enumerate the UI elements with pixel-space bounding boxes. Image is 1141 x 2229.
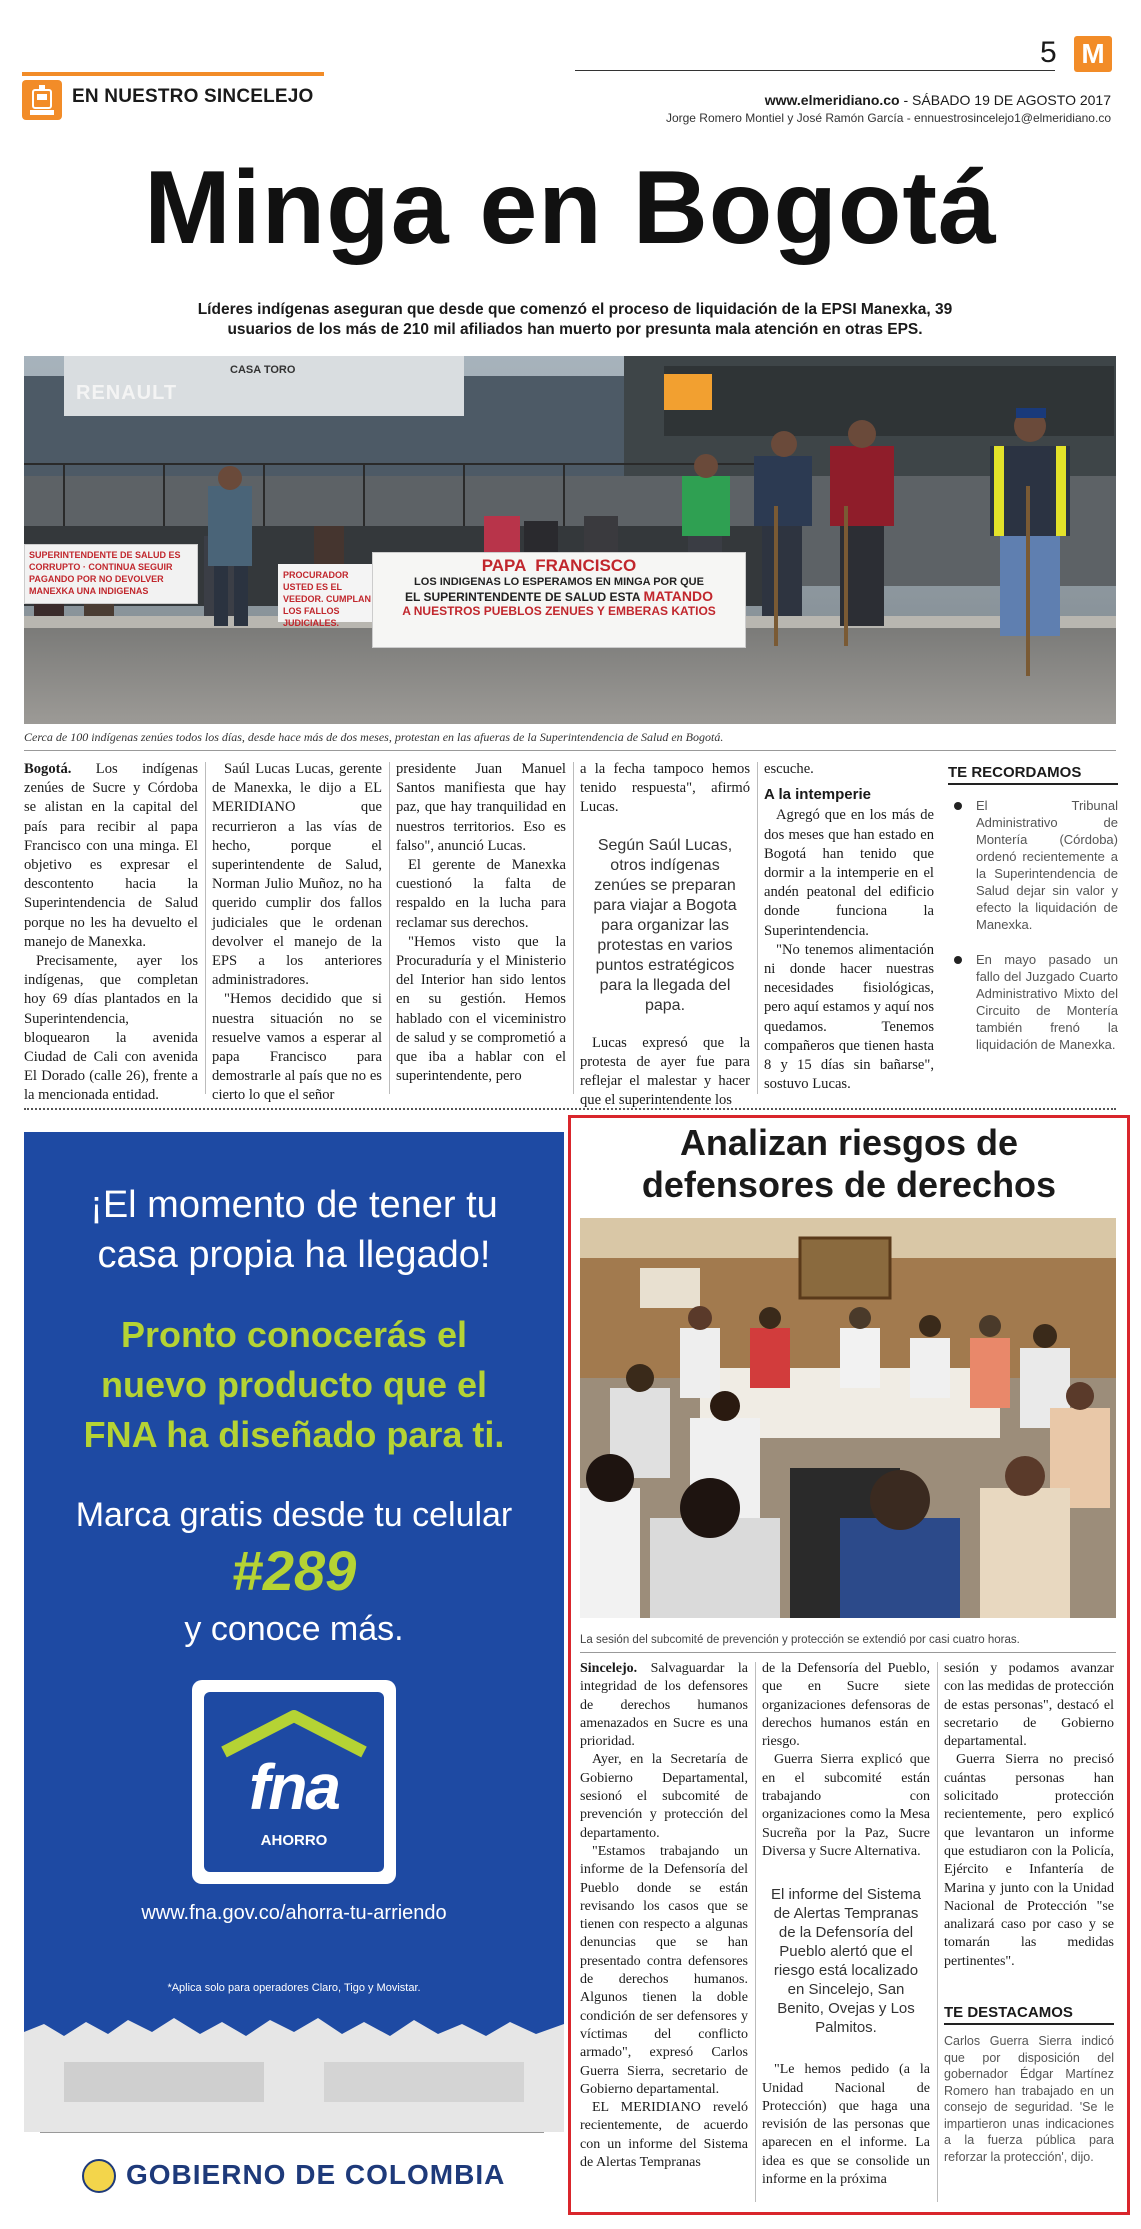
main-col5-p3: "No tenemos alimentación ni donde hacer nuestras necesidades fisiológicas, pero aquí estamos y aquí nos quedamos. Tenemos compañeros que tienen hasta 8 y 15 días sin bañarse", sostuvo Lucas.: [764, 941, 934, 1093]
main-col2-p2: "Hemos decidido que si nuestra situación no se resuelve vamos a esperar al papa Francisco para demostrarle al país que no es cierto lo que el señor: [212, 991, 382, 1104]
main-col5-p1: escuche.: [764, 761, 814, 777]
sidebar-item: [948, 951, 1118, 1053]
main-col4-p1: a la fecha tampoco hemos tenido respuesta", afirmó Lucas.: [580, 761, 750, 816]
second-col1-p4: EL MERIDIANO reveló recientemente, de acuerdo con un informe del Sistema de Alertas Tempranas: [580, 2100, 748, 2171]
banner-main-line1: LOS INDIGENAS LO ESPERAMOS EN MINGA POR QUE: [414, 576, 704, 588]
banner-main-line2a: EL SUPERINTENDENTE DE SALUD ESTA: [405, 590, 644, 604]
newspaper-logo: [1074, 36, 1112, 72]
main-col2-p1: Saúl Lucas Lucas, gerente de Manexka, le dijo a EL MERIDIANO que recurrieron a las vías de hecho, porque el superintendente de Salud, Norman Julio Muñoz, no ha querido cumplir dos fallos judiciales que le ordenan devolver el manejo de la EPS a los anteriores administradores.: [212, 761, 382, 989]
header-rule: [575, 70, 1055, 71]
ad-call-text: Marca gratis desde tu celular: [75, 1496, 513, 1534]
gov-footer-text: GOBIERNO DE COLOMBIA: [126, 2159, 506, 2190]
fna-advertisement[interactable]: [24, 1132, 564, 2132]
col-divider: [389, 762, 390, 1094]
dateline: [765, 92, 1111, 108]
author-line: Jorge Romero Montiel y José Ramón García - ennuestrosincelejo1@elmeridiano.co: [665, 111, 1111, 125]
protest-photo: [24, 356, 1116, 724]
main-pullquote: Según Saúl Lucas, otros indígenas zenúes se preparan para viajar a Bogota para organizar las protestas en varios puntos estratégicos para la llegada del papa.: [593, 836, 737, 1014]
ad-disclaimer: *Aplica solo para operadores Claro, Tigo y Movistar.: [167, 1982, 421, 1994]
ad-product-text: Pronto conocerás el nuevo producto que el FNA ha diseñado para ti.: [83, 1314, 505, 1455]
section-name: EN NUESTRO SINCELEJO: [72, 86, 314, 107]
second-col1-p3: "Estamos trabajando un informe de la Defensoría del Pueblo donde se están revisando los casos que se tienen con respecto a algunas denuncias que se han presentado contra defensores de derechos humanos. Algunos tienen la doble condición de ser defensores y víctimas del conflicto armado", expresó Carlos Guerra Sierra, secretario de Gobierno departamental.: [580, 1843, 748, 2097]
fna-logo-text: fna: [249, 1751, 339, 1823]
col-divider: [937, 1662, 938, 2202]
orange-rule: [22, 72, 324, 76]
subhead-intemperie: A la intemperie: [764, 786, 871, 804]
issue-date: - SÁBADO 19 DE AGOSTO 2017: [899, 92, 1111, 108]
main-col1-p1: Los indígenas zenúes de Sucre y Córdoba se alistan en la capital del país para recibir al papa Francisco con una minga. El objetivo es expresar el descontento hacia la Superintendencia de Salud porque no les ha devuelto el manejo de Manexka.: [24, 761, 198, 950]
dateline-sincelejo: Sincelejo.: [580, 1661, 638, 1676]
main-dek: Líderes indígenas aseguran que desde que comenzó el proceso de liquidación de la EPSI Manexka, 39 usuarios de los más de 210 mil afiliados han muerto por presunta mala atención en otras EPS.: [197, 301, 953, 338]
main-col3-p2: El gerente de Manexka cuestionó la falta de respaldo en la lucha para reclamar sus derechos.: [396, 857, 566, 931]
dateline-bogota: Bogotá.: [24, 761, 72, 777]
main-col5-p2: Agregó que en los más de dos meses que han estado en Bogotá han tenido que dormir a la intemperie en el andén peatonal del edificio donde funciona la Superintendencia.: [764, 807, 934, 939]
main-col-4: [580, 760, 750, 1110]
sidebar-item-text: El Tribunal Administrativo de Montería (Córdoba) ordenó recientemente a la Superintendencia de Salud dejar sin valor y efecto la liquidación de Manexka.: [976, 798, 1118, 932]
photo-caption: Cerca de 100 indígenas zenúes todos los días, desde hace más de dos meses, protestan en las afueras de la Superintendencia de Salud en Bogotá.: [24, 730, 724, 744]
ad-torn-paper: [24, 2012, 564, 2132]
section-dotted-rule: [24, 1108, 1116, 1110]
col-divider: [205, 762, 206, 1094]
section-icon: [22, 80, 62, 120]
website-url[interactable]: www.elmeridiano.co: [764, 92, 900, 108]
second-col1-p2: Ayer, en la Secretaría de Gobierno Departamental, sesionó el subcomité de prevención y protección del departamento.: [580, 1752, 748, 1841]
second-col-1: [580, 1660, 748, 2172]
sidebar-te-recordamos: [948, 764, 1118, 1053]
second-col2-p2: Guerra Sierra explicó que en el subcomité están trabajando con organizaciones como la Mesa Sucreña por la Paz, Sucre Diversa y Sucre Alternativa.: [762, 1752, 930, 1859]
sidebar-title: TE RECORDAMOS: [948, 764, 1118, 785]
logo-letter: M: [1081, 38, 1105, 69]
box-te-destacamos: [944, 2004, 1114, 2165]
colombia-seal-icon: [82, 2159, 116, 2193]
page-header: [0, 0, 1141, 150]
caption-rule: [24, 750, 1116, 751]
main-col-2: [212, 760, 382, 1106]
second-pullquote: El informe del Sistema de Alertas Tempranas de la Defensoría del Pueblo alertó que el riesgo está localizado en Sincelejo, San Benito, Ovejas y Los Palmitos.: [770, 1886, 922, 2037]
second-col1-p1: Salvaguardar la integridad de los defensores de derechos humanos amenazados en Sucre es una prioridad.: [580, 1661, 748, 1750]
bullet-icon: [954, 802, 962, 810]
sidebar-item-text: En mayo pasado un fallo del Juzgado Cuarto Administrativo Mixto del Circuito de Montería también frenó la liquidación de Manexka.: [976, 952, 1118, 1052]
page-number: 5: [1040, 36, 1057, 69]
renault-sign: RENAULT: [76, 382, 178, 404]
main-col1-p2: Precisamente, ayer los indígenas, que completan hoy 69 días plantados en la Superintendencia, bloquearon la avenida Ciudad de Cali con avenida El Dorado (calle 26), frente a la mencionada entidad.: [24, 953, 198, 1104]
col-divider: [755, 1662, 756, 2202]
main-col-5: [764, 760, 934, 1094]
sidebar-item: [948, 797, 1118, 933]
fna-logo-sub: AHORRO: [260, 1832, 328, 1849]
second-headline: Analizan riesgos de defensores de derechos: [641, 1122, 1057, 1205]
banner-main-line2: [373, 588, 745, 604]
protest-banner-left: [24, 544, 198, 604]
ad-headline: ¡El momento de tener tu casa propia ha llegado!: [90, 1184, 498, 1276]
box-title: TE DESTACAMOS: [944, 2004, 1114, 2025]
second-col-2: [762, 1660, 930, 2189]
box-text: Carlos Guerra Sierra indicó que por disposición del gobernador Édgar Martínez Romero han trabajado en un consejo de seguridad. 'Se le impartieron unas indicaciones a la fuerza pública para reforzar la protección', dijo.: [944, 2034, 1114, 2164]
meeting-photo: [580, 1218, 1116, 1618]
col-divider: [573, 762, 574, 1094]
gov-footer: [40, 2132, 544, 2213]
banner-main-line3: A NUESTROS PUEBLOS ZENUES Y EMBERAS KATIOS: [402, 604, 716, 618]
main-headline: Minga en Bogotá: [144, 150, 997, 266]
main-col3-p3: "Hemos visto que la Procuraduría y el Ministerio del Interior han sido lentos en su gestión. Hemos hablado con el viceministro de salud y se comprometió a que iba a hablar con el superintendente, pero: [396, 933, 566, 1085]
ad-url[interactable]: www.fna.gov.co/ahorra-tu-arriendo: [141, 1902, 447, 1924]
main-col-1: [24, 760, 198, 1106]
banner-main-title: PAPA FRANCISCO: [481, 556, 637, 575]
col-divider: [757, 762, 758, 1094]
second-col2-p1: de la Defensoría del Pueblo, que en Sucre siete organizaciones defensoras de derechos humanos están en riesgo.: [762, 1661, 930, 1750]
ad-code: #289: [231, 1539, 357, 1602]
banner-main-matando: MATANDO: [643, 588, 713, 604]
ad-conoce: y conoce más.: [184, 1610, 404, 1648]
second-col-3: [944, 1660, 1114, 1971]
meeting-caption: La sesión del subcomité de prevención y protección se extendió por casi cuatro horas.: [580, 1634, 1020, 1646]
building-sign: CASA TORO: [230, 364, 296, 376]
main-col4-p2: Lucas expresó que la protesta de ayer fue para reflejar el malestar y hacer que el superintendente los: [580, 1034, 750, 1109]
banner-left-text: SUPERINTENDENTE DE SALUD ES CORRUPTO · CONTINUA SEGUIR PAGANDO POR NO DEVOLVER MANEXKA UNA INDIGENAS: [29, 550, 181, 596]
bullet-icon: [954, 956, 962, 964]
second-col3-p2: Guerra Sierra no precisó cuántas personas han solicitado protección recientemente, pero explicó que levantaron un informe que estudiaron con la Policía, Ejército e Infantería de Marina y junto con la Unidad Nacional de Protección "se analizará caso por caso y se tomarán las medidas pertinentes".: [944, 1752, 1114, 1969]
main-col3-p1: presidente Juan Manuel Santos manifiesta que hay paz, que hay tranquilidad en nuestros territorios. Eso es falso", anunció Lucas.: [396, 761, 566, 854]
caption-rule: [580, 1652, 1116, 1653]
second-col3-p1: sesión y podamos avanzar con las medidas de protección de estas personas", destacó el secretario de Gobierno departamental.: [944, 1661, 1114, 1750]
protest-banner-main: [372, 552, 746, 648]
protest-banner-mid: [278, 564, 378, 628]
banner-mid-text: PROCURADOR USTED ES EL VEEDOR. CUMPLAN LOS FALLOS JUDICIALES.: [283, 570, 372, 628]
second-col2-p3: "Le hemos pedido (a la Unidad Nacional de Protección) que haga una revisión de las personas que aparecen en el informe. La idea es que se consolide un informe en la próxima: [762, 2062, 930, 2188]
fna-logo: [192, 1680, 396, 1884]
main-col-3: [396, 760, 566, 1086]
